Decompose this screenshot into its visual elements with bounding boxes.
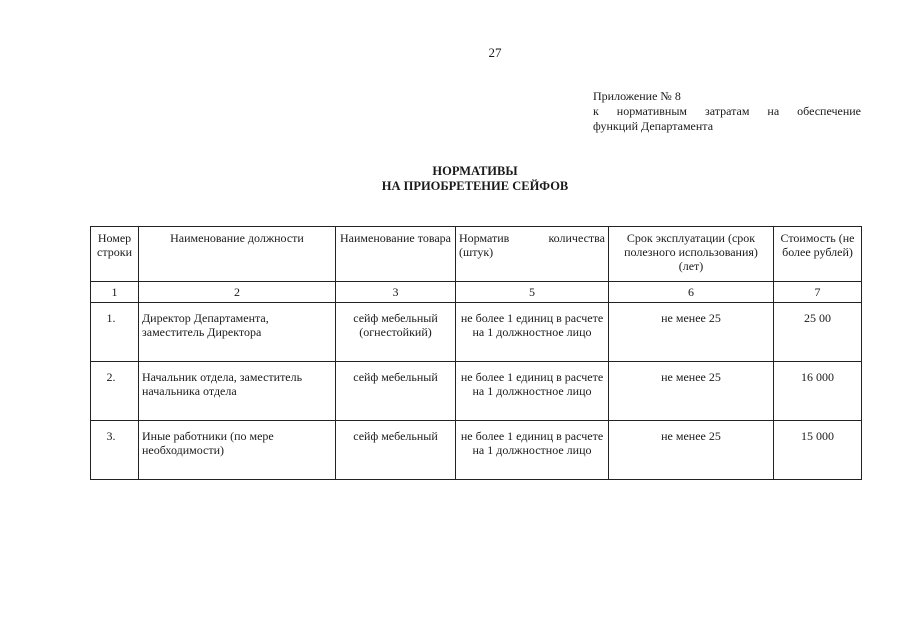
header-term: Срок эксплуатации (срок полезного использования) (лет)	[609, 227, 774, 282]
cost-cell: 15 000	[774, 421, 862, 480]
header-row-number: Номер строки	[91, 227, 139, 282]
term-cell: не менее 25	[609, 362, 774, 421]
table-row	[91, 303, 862, 362]
page-number: 27	[488, 45, 502, 60]
position-cell: Иные работники (по мере необходимости)	[139, 421, 336, 480]
column-number: 1	[91, 282, 139, 303]
term-cell: не менее 25	[609, 421, 774, 480]
product-cell: сейф мебельный (огнестойкий)	[336, 303, 456, 362]
appendix-note	[593, 89, 861, 134]
product-cell: сейф мебельный	[336, 421, 456, 480]
row-number: 1.	[91, 303, 139, 362]
row-number: 2.	[91, 362, 139, 421]
position-cell: Начальник отдела, заместитель начальника отдела	[139, 362, 336, 421]
row-number: 3.	[91, 421, 139, 480]
document-title	[0, 164, 900, 194]
header-quantity-line2: (штук)	[459, 245, 494, 259]
header-position: Наименование должности	[139, 227, 336, 282]
table-row	[91, 362, 862, 421]
column-number-row	[91, 282, 862, 303]
document-title-line2: НА ПРИОБРЕТЕНИЕ СЕЙФОВ	[381, 179, 569, 193]
header-product: Наименование товара	[336, 227, 456, 282]
header-cost: Стоимость (не более рублей)	[774, 227, 862, 282]
table-header-row	[91, 227, 862, 282]
quantity-cell: не более 1 единиц в расчете на 1 должностное лицо	[456, 362, 609, 421]
column-number: 2	[139, 282, 336, 303]
norms-table	[90, 226, 862, 480]
table-row	[91, 421, 862, 480]
column-number: 6	[609, 282, 774, 303]
appendix-department: функций Департамента	[593, 119, 714, 133]
column-number: 5	[456, 282, 609, 303]
column-number: 3	[336, 282, 456, 303]
position-cell: Директор Департамента, заместитель Директора	[139, 303, 336, 362]
header-quantity	[456, 227, 609, 282]
product-cell: сейф мебельный	[336, 362, 456, 421]
term-cell: не менее 25	[609, 303, 774, 362]
document-title-line1: НОРМАТИВЫ	[432, 164, 518, 178]
column-number: 7	[774, 282, 862, 303]
appendix-subtitle: к нормативным затратам на обеспечение	[593, 104, 861, 118]
cost-cell: 25 00	[774, 303, 862, 362]
quantity-cell: не более 1 единиц в расчете на 1 должностное лицо	[456, 421, 609, 480]
header-quantity-line1: Норматив количества	[459, 231, 605, 245]
appendix-title: Приложение № 8	[593, 89, 681, 103]
quantity-cell: не более 1 единиц в расчете на 1 должностное лицо	[456, 303, 609, 362]
cost-cell: 16 000	[774, 362, 862, 421]
